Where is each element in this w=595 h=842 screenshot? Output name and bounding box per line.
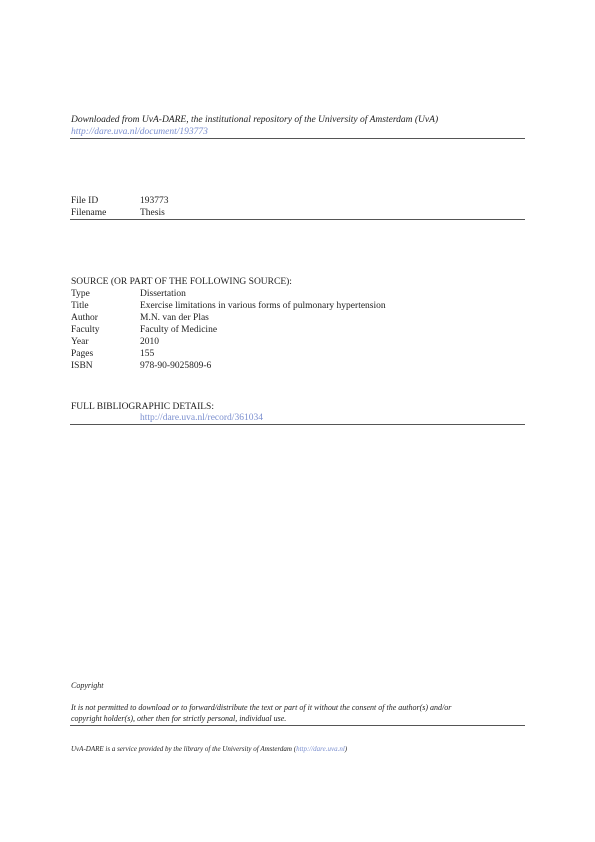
file-id-value: 193773 <box>140 196 169 206</box>
header-rule <box>70 138 525 139</box>
source-row-pages <box>71 348 154 360</box>
source-author-label: Author <box>71 313 98 323</box>
document-link[interactable]: http://dare.uva.nl/document/193773 <box>71 127 208 137</box>
source-title-value: Exercise limitations in various forms of pulmonary hypertension <box>140 301 386 311</box>
file-id-label: File ID <box>71 196 99 206</box>
source-row-isbn <box>71 360 211 372</box>
source-faculty-value: Faculty of Medicine <box>140 325 218 335</box>
source-row-author <box>71 312 209 324</box>
filename-value: Thesis <box>140 208 165 218</box>
bibliographic-rule <box>70 424 525 425</box>
filename-row <box>71 207 165 219</box>
source-pages-value: 155 <box>140 349 155 359</box>
footer-note <box>71 744 347 754</box>
source-type-label: Type <box>71 289 90 299</box>
source-row-year <box>71 336 159 348</box>
source-isbn-label: ISBN <box>71 361 93 371</box>
source-row-type <box>71 288 186 300</box>
copyright-text-line2: copyright holder(s), other then for strictly personal, individual use. <box>71 714 287 723</box>
file-id-row <box>71 195 169 207</box>
footer-close: ) <box>344 745 348 753</box>
copyright-heading: Copyright <box>71 681 104 690</box>
source-row-faculty <box>71 324 217 336</box>
source-title-label: Title <box>71 301 89 311</box>
source-pages-label: Pages <box>71 349 94 359</box>
source-year-value: 2010 <box>140 337 159 347</box>
source-heading: SOURCE (OR PART OF THE FOLLOWING SOURCE): <box>71 277 292 287</box>
download-note: Downloaded from UvA-DARE, the institutional repository of the University of Amsterdam (UvA) <box>71 115 439 125</box>
copyright-text-line1: It is not permitted to download or to forward/distribute the text or part of it without the consent of the author(s) and/or <box>71 703 452 712</box>
source-row-title <box>71 300 386 312</box>
source-year-label: Year <box>71 337 89 347</box>
source-faculty-label: Faculty <box>71 325 100 335</box>
source-type-value: Dissertation <box>140 289 186 299</box>
filename-label: Filename <box>71 208 107 218</box>
footer-link[interactable]: http://dare.uva.nl <box>296 745 345 753</box>
source-author-value: M.N. van der Plas <box>140 313 209 323</box>
file-info-rule <box>70 219 525 220</box>
copyright-rule <box>70 725 525 726</box>
record-link[interactable]: http://dare.uva.nl/record/361034 <box>140 413 263 423</box>
source-isbn-value: 978-90-9025809-6 <box>140 361 212 371</box>
footer-text: UvA-DARE is a service provided by the library of the University of Amsterdam ( <box>71 745 297 753</box>
bibliographic-heading: FULL BIBLIOGRAPHIC DETAILS: <box>71 402 214 412</box>
